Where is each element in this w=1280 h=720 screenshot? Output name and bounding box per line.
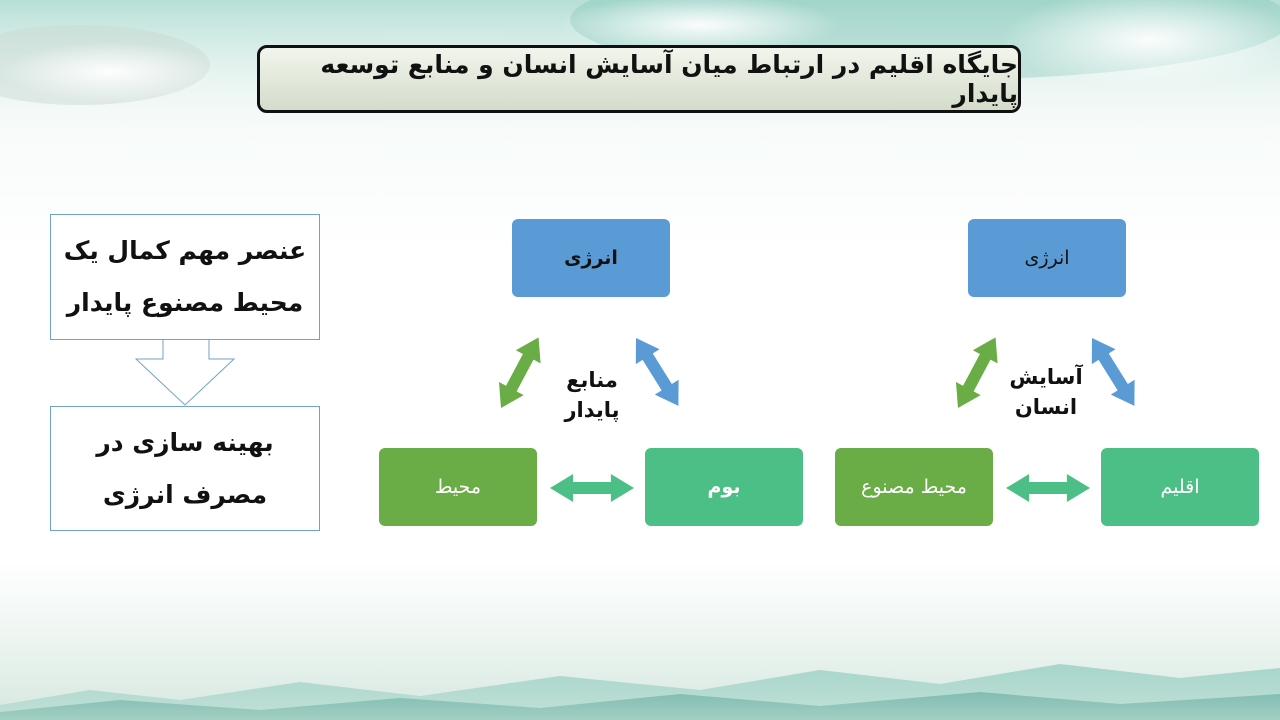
double-arrow-icon xyxy=(1006,474,1090,502)
node-environment: محیط xyxy=(379,448,537,526)
slide-title: جایگاه اقلیم در ارتباط میان آسایش انسان و منابع توسعه پایدار xyxy=(257,45,1021,113)
node-energy-middle: انرژی xyxy=(512,219,670,297)
double-arrow-icon xyxy=(624,331,690,414)
node-climate: اقلیم xyxy=(1101,448,1259,526)
concept-box-top: عنصر مهم کمال یک محیط مصنوع پایدار xyxy=(50,214,320,340)
center-label-human-comfort: آسایش انسان xyxy=(1009,365,1083,419)
node-ecosystem: بوم xyxy=(645,448,803,526)
node-built-environment: محیط مصنوع xyxy=(835,448,993,526)
node-energy-right: انرژی xyxy=(968,219,1126,297)
double-arrow-icon xyxy=(946,331,1008,415)
center-label-sustainable-resources: منابع پایدار xyxy=(564,368,620,422)
double-arrow-icon xyxy=(489,331,551,415)
concept-box-bottom: بهینه سازی در مصرف انرژی xyxy=(50,406,320,531)
double-arrow-icon xyxy=(1080,331,1146,414)
double-arrow-icon xyxy=(550,474,634,502)
